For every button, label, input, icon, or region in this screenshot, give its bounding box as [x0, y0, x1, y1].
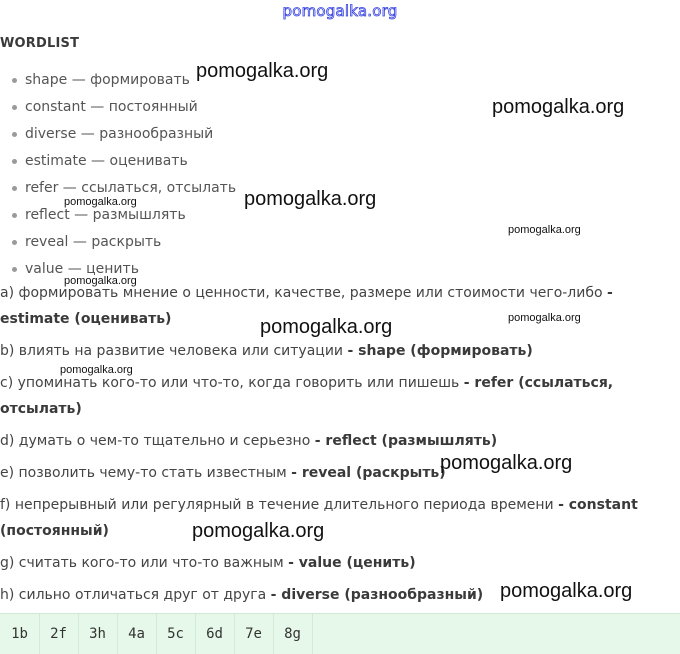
watermark: pomogalka.org — [260, 316, 393, 338]
answer-cell: 1b — [0, 614, 40, 654]
watermark: pomogalka.org — [64, 275, 137, 287]
word-text: refer — ссылаться, отсылать — [25, 179, 237, 196]
answer-cell: 4a — [117, 614, 157, 654]
bullet-icon — [12, 105, 17, 110]
task-item: a) формировать мнение о ценности, качестве, размере или стоимости чего-либо - estimate (оценивать) — [0, 285, 613, 327]
word-text: diverse — разнообразный — [25, 125, 214, 142]
task-answer: - reflect (размышлять) — [314, 433, 498, 449]
bullet-icon — [12, 78, 17, 83]
word-item — [12, 93, 236, 120]
task-item: b) влиять на развитие человека или ситуации - shape (формировать) — [0, 343, 533, 359]
wordlist-heading: WORDLIST — [0, 36, 80, 51]
bullet-icon — [12, 159, 17, 164]
word-item — [12, 147, 236, 174]
answer-cell: 2f — [39, 614, 79, 654]
word-item — [12, 228, 236, 255]
watermark: pomogalka.org — [500, 580, 633, 602]
word-item — [12, 120, 236, 147]
watermark: pomogalka.org — [492, 96, 625, 118]
bullet-icon — [12, 267, 17, 272]
task-item: e) позволить чему-то стать известным - reveal (раскрыть) — [0, 465, 446, 481]
answer-cell: 5c — [156, 614, 196, 654]
task-item: d) думать о чем-то тщательно и серьезно - reflect (размышлять) — [0, 433, 498, 449]
bullet-icon — [12, 240, 17, 245]
answer-cell: 8g — [273, 614, 313, 654]
answer-cell: 7e — [234, 614, 274, 654]
task-answer: - refer (ссылаться, отсылать) — [0, 375, 614, 417]
site-header: pomogalka.org — [282, 2, 398, 20]
answer-cell: 3h — [78, 614, 118, 654]
word-text: constant — постоянный — [25, 98, 198, 115]
bullet-icon — [12, 186, 17, 191]
watermark: pomogalka.org — [196, 60, 329, 82]
word-text: reflect — размышлять — [25, 206, 186, 223]
watermark: pomogalka.org — [60, 364, 133, 376]
task-item: h) сильно отличаться друг от друга - diverse (разнообразный) — [0, 587, 484, 603]
bullet-icon — [12, 213, 17, 218]
watermark: pomogalka.org — [440, 452, 573, 474]
task-answer: - shape (формировать) — [347, 343, 533, 359]
word-text: estimate — оценивать — [25, 152, 188, 169]
bullet-icon — [12, 132, 17, 137]
watermark: pomogalka.org — [244, 188, 377, 210]
task-item: f) непрерывный или регулярный в течение длительного периода времени - constant (постоянный) — [0, 497, 638, 539]
watermark: pomogalka.org — [508, 312, 581, 324]
word-text: shape — формировать — [25, 71, 190, 88]
wordlist — [12, 66, 236, 282]
word-text: reveal — раскрыть — [25, 233, 162, 250]
watermark: pomogalka.org — [192, 520, 325, 542]
task-answer: - diverse (разнообразный) — [270, 587, 484, 603]
task-item: c) упоминать кого-то или что-то, когда говорить или пишешь - refer (ссылаться, отсылать) — [0, 375, 614, 417]
task-answer: - estimate (оценивать) — [0, 285, 613, 327]
task-item: g) считать кого-то или что-то важным - value (ценить) — [0, 555, 416, 571]
task-answer: - reveal (раскрыть) — [291, 465, 446, 481]
answer-key — [0, 613, 680, 654]
answer-cell: 6d — [195, 614, 235, 654]
watermark: pomogalka.org — [64, 196, 137, 208]
task-answer: - value (ценить) — [288, 555, 416, 571]
task-answer: - constant (постоянный) — [0, 497, 638, 539]
word-text: value — ценить — [25, 260, 139, 277]
watermark: pomogalka.org — [508, 224, 581, 236]
